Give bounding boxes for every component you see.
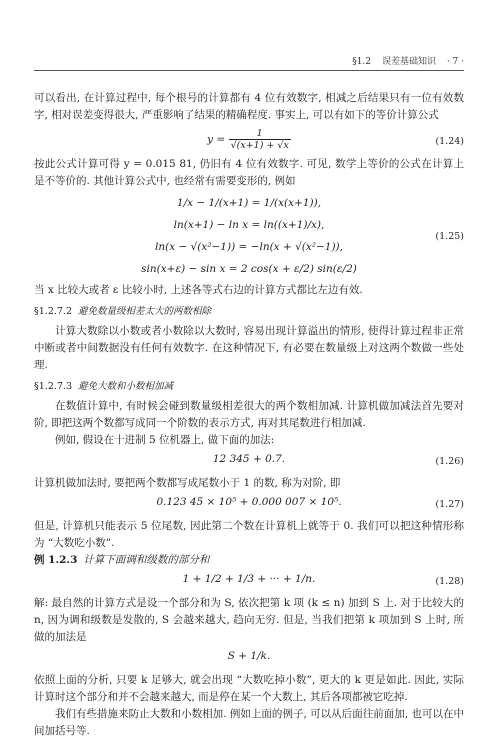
equation-line: ln(x+1) − ln x = ln((x+1)/x),	[173, 219, 325, 231]
paragraph: 计算机做加法时, 要把两个数都写成尾数小于 1 的数, 称为对阶, 即	[34, 477, 341, 489]
paragraph: 但是, 计算机只能表示 5 位尾数, 因此第二个数在计算机上就等于 0. 我们可以把这种情形称为 “大数吃小数”.	[34, 520, 464, 549]
header-page-number: · 7 ·	[446, 57, 464, 67]
paragraph: 解: 最自然的计算方式是设一个部分和为 S, 依次把第 k 项 (k ≤ n) 加到 S 上. 对于比较大的 n, 因为调和级数是发散的, S 会越来越大, 趋向无穷. 但是, 当我们把第 k 项加到 S 上时, 所做的加法是	[34, 597, 464, 643]
paragraph: 可以看出, 在计算过程中, 每个根号的计算都有 4 位有效数字, 相减之后结果只有一位有效数字, 相对误差变得很大, 严重影响了结果的精确程度. 事实上, 可以有如下的等价计算公式	[34, 92, 464, 121]
equation-number: (1.28)	[435, 576, 464, 587]
paragraph: 例如, 假设在十进制 5 位机器上, 做下面的加法:	[55, 434, 275, 446]
equation-1-26: 12 345 + 0.7. (1.26)	[34, 451, 464, 473]
equation-line: ln(x − √(x²−1)) = −ln(x + √(x²−1)),	[154, 241, 343, 253]
paragraph: 按此公式计算可得 y = 0.015 81, 仍旧有 4 位有效数字. 可见, 数学上等价的公式在计算上是不等价的. 其他计算公式中, 也经常有需要变形的, 例如	[34, 158, 464, 187]
subsection-heading: §1.2.7.2 避免数量级相差太大的两数相除	[34, 306, 212, 317]
example-heading: 例 1.2.3 计算下面调和级数的部分和	[34, 554, 210, 566]
equation-s-plus-1-over-k: S + 1/k.	[227, 650, 271, 662]
equation-number: (1.24)	[435, 136, 464, 147]
paragraph: 我们有些措施来防止大数和小数相加. 例如上面的例子, 可以从后面往前面加, 也可以在中间加括号等.	[34, 708, 464, 737]
equation-line: 1/x − 1/(x+1) = 1/(x(x+1)),	[176, 197, 322, 209]
equation-1-25	[34, 192, 464, 280]
paragraph: 当 x 比较大或者 ε 比较小时, 上述各等式右边的计算方式都比左边有效.	[34, 284, 363, 296]
equation-number: (1.25)	[435, 231, 464, 242]
equation-number: (1.26)	[435, 456, 464, 467]
header-section: §1.2	[352, 57, 372, 67]
paragraph: 在数值计算中, 有时候会碰到数量级相差很大的两个数相加减. 计算机做加减法首先要对阶, 即把这两个数都写成同一个阶数的表示方式, 再对其尾数进行相加减.	[34, 400, 464, 429]
fraction: $\frac{1}{√(x+1) + √x}$	[230, 128, 289, 151]
page-body	[34, 90, 464, 740]
equation-1-27: 0.123 45 × 10⁵ + 0.000 007 × 10⁵. (1.27)	[34, 494, 464, 516]
equation-1-28: 1 + 1/2 + 1/3 + ··· + 1/n. (1.28)	[34, 571, 464, 593]
equation-number: (1.27)	[435, 499, 464, 510]
paragraph: 依照上面的分析, 只要 k 足够大, 就会出现 “大数吃掉小数”, 更大的 k 更是如此. 因此, 实际计算时这个部分和并不会越来越大, 而是停在某一个大数上, 其后各项都被它吃掉.	[34, 674, 464, 703]
subsection-heading: §1.2.7.3 避免大数和小数相加减	[34, 381, 174, 392]
header-title: 误差基础知识	[381, 57, 436, 67]
equation-line: sin(x+ε) − sin x = 2 cos(x + ε/2) sin(ε/2)	[141, 263, 357, 275]
running-header	[34, 56, 464, 71]
paragraph: 计算大数除以小数或者小数除以大数时, 容易出现计算溢出的情形, 使得计算过程非正常中断或者中间数据没有任何有效数字. 在这种情况下, 有必要在数量级上对这两个数做一些处理.	[34, 325, 464, 371]
equation-1-24: y = $\frac{1}{√(x+1) + √x}$ (1.24)	[207, 128, 464, 151]
